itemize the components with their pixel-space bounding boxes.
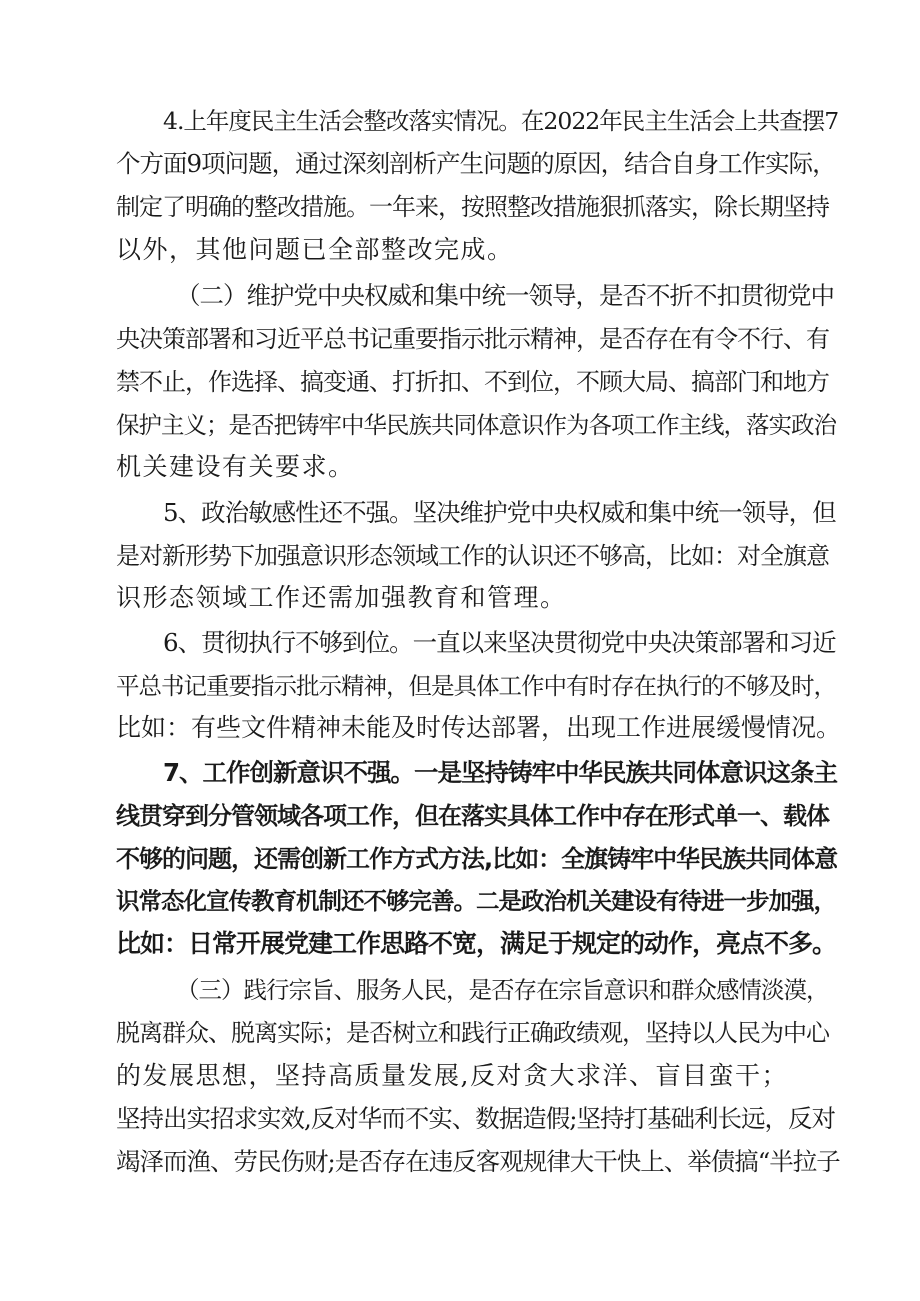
text-line: 4.上年度民主生活会整改落实情况。在2022年民主生活会上共查摆7 (163, 107, 839, 135)
text-line: 保护主义；是否把铸牢中华民族共同体意识作为各项工作主线，落实政治 (116, 411, 836, 439)
text-line: 制定了明确的整改措施。一年来，按照整改措施狠抓落实，除长期坚持 (116, 193, 829, 221)
text-line: 识常态化宣传教育机制还不够完善。二是政治机关建设有待进一步加强， (116, 887, 836, 915)
text-line: 7、工作创新意识不强。一是坚持铸牢中华民族共同体意识这条主 (163, 758, 838, 787)
text-line: 以外，其他问题已全部整改完成。 (116, 235, 514, 264)
text-line: 平总书记重要指示批示精神，但是具体工作中有时存在执行的不够及时， (116, 672, 836, 700)
text-line: 是对新形势下加强意识形态领域工作的认识还不够高，比如：对全旗意 (116, 542, 829, 570)
text-line: 个方面9项问题，通过深刻剖析产生问题的原因，结合自身工作实际， (116, 149, 836, 178)
text-line: 5、政治敏感性还不强。坚决维护党中央权威和集中统一领导，但 (163, 498, 836, 527)
text-line: 识形态领域工作还需加强教育和管理。 (116, 583, 567, 612)
text-line: 机关建设有关要求。 (116, 452, 355, 481)
text-line: 坚持出实招求实效,反对华而不实、数据造假;坚持打基础利长远，反对 (116, 1104, 836, 1133)
text-line: 竭泽而渔、劳民伤财;是否存在违反客观规律大干快上、举债搞“半拉子 (116, 1147, 840, 1176)
text-line: 比如：有些文件精神未能及时传达部署，出现工作进展缓慢情况。 (116, 713, 842, 742)
text-line: 脱离群众、脱离实际；是否树立和践行正确政绩观，坚持以人民为中心 (116, 1019, 829, 1047)
text-line: 线贯穿到分管领域各项工作，但在落实具体工作中存在形式单一、载体 (116, 802, 829, 830)
text-line: 禁不止，作选择、搞变通、打折扣、不到位，不顾大局、搞部门和地方 (116, 368, 829, 396)
text-line: （三）践行宗旨、服务人民，是否存在宗旨意识和群众感情淡漠， (176, 976, 829, 1004)
text-line: 的发展思想，坚持高质量发展,反对贪大求洋、盲目蛮干； (116, 1061, 788, 1090)
text-line: （二）维护党中央权威和集中统一领导，是否不折不扣贯彻党中 (176, 281, 834, 310)
text-line: 6、贯彻执行不够到位。一直以来坚决贯彻党中央决策部署和习近 (163, 628, 836, 657)
text-line: 比如：日常开展党建工作思路不宽，满足于规定的动作，亮点不多。 (116, 929, 837, 958)
text-line: 不够的问题，还需创新工作方式方法,比如：全旗铸牢中华民族共同体意 (116, 845, 838, 873)
text-line: 央决策部署和习近平总书记重要指示批示精神，是否存在有令不行、有 (116, 325, 829, 353)
